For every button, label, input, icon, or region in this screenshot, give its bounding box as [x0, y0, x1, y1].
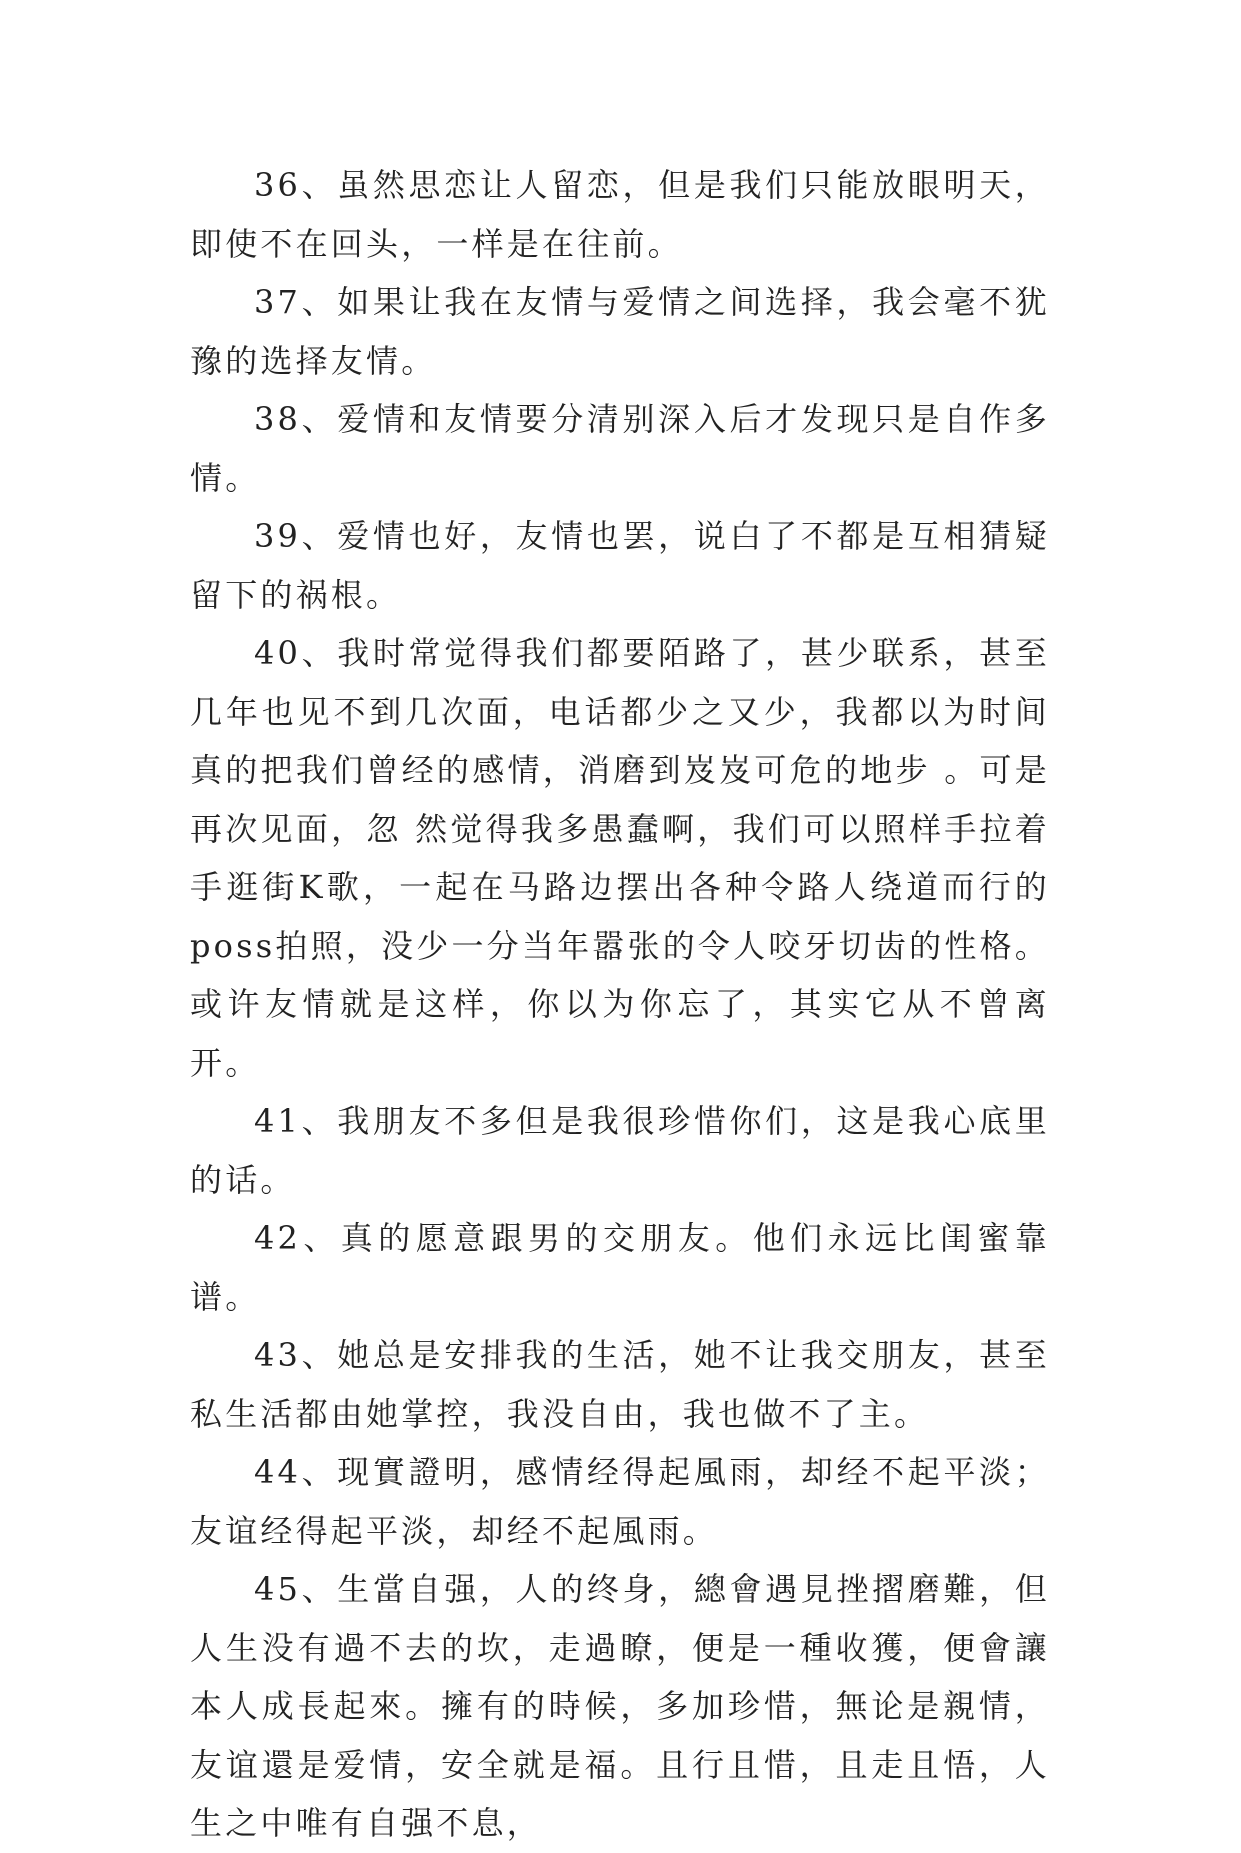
paragraph-44: 44、现實證明，感情经得起風雨，却经不起平淡；友谊经得起平淡，却经不起風雨。 — [190, 1453, 1050, 1550]
paragraph-36: 36、虽然思恋让人留恋，但是我们只能放眼明天，即使不在回头，一样是在往前。 — [190, 166, 1050, 263]
paragraph-39: 39、爱情也好，友情也罢，说白了不都是互相猜疑留下的祸根。 — [190, 517, 1050, 614]
paragraph-42: 42、真的愿意跟男的交朋友。他们永远比闺蜜靠谱。 — [190, 1219, 1050, 1316]
paragraph-38: 38、爱情和友情要分清别深入后才发现只是自作多情。 — [190, 400, 1050, 497]
paragraph-43: 43、她总是安排我的生活，她不让我交朋友，甚至私生活都由她掌控，我没自由，我也做不了主。 — [190, 1336, 1050, 1433]
paragraph-37: 37、如果让我在友情与爱情之间选择，我会毫不犹豫的选择友情。 — [190, 283, 1050, 380]
document-body — [190, 156, 1050, 1853]
paragraph-41: 41、我朋友不多但是我很珍惜你们，这是我心底里的话。 — [190, 1102, 1050, 1199]
paragraph-45: 45、生當自强，人的终身，總會遇見挫摺磨難，但人生没有過不去的坎，走過瞭，便是一種收獲，便會讓本人成長起來。擁有的時候，多加珍惜，無论是親情，友谊還是爱情，安全就是福。且行且惜，且走且悟，人生之中唯有自强不息， — [190, 1570, 1050, 1842]
paragraph-40: 40、我时常觉得我们都要陌路了，甚少联系，甚至几年也见不到几次面，电话都少之又少，我都以为时间真的把我们曾经的感情，消磨到岌岌可危的地步 。可是再次见面，忽 然觉得我多愚蠢啊，我们可以照样手拉着手逛街K歌，一起在马路边摆出各种令路人绕道而行的poss拍照，没少一分当年嚣张的令人咬牙切齿的性格。或许友情就是这样，你以为你忘了，其实它从不曾离开。 — [190, 634, 1050, 1082]
